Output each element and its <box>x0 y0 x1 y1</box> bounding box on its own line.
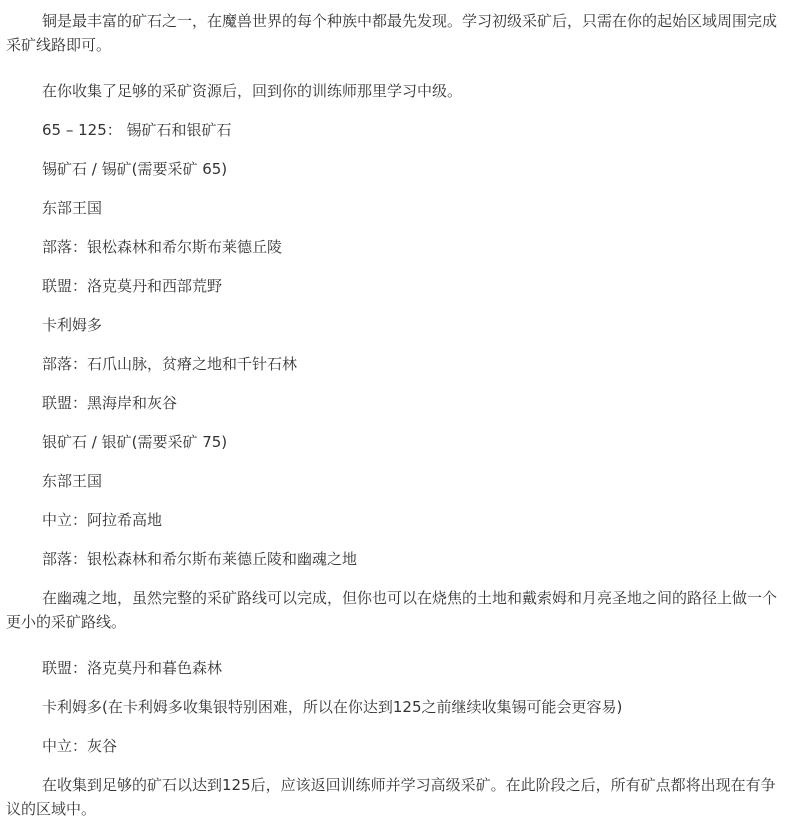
region-kalimdor: 卡利姆多 <box>42 316 103 334</box>
list-item-alliance-tin-ek: 联盟：洛克莫丹和西部荒野 <box>42 277 223 295</box>
subheading-tin-ore: 锡矿石 / 锡矿(需要采矿 65) <box>42 160 228 178</box>
section-heading-65-125: 65 – 125： 锡矿石和银矿石 <box>42 121 232 139</box>
list-item-horde-tin-kalimdor: 部落：石爪山脉，贫瘠之地和千针石林 <box>42 355 298 373</box>
paragraph-advanced-mining: 在收集到足够的矿石以达到125后，应该返回训练师并学习高级采矿。在此阶段之后，所有矿点都将出现在有争议的区域中。 <box>6 776 776 818</box>
list-item-neutral-silver-ek: 中立：阿拉希高地 <box>42 511 163 529</box>
list-item-horde-tin-ek: 部落：银松森林和希尔斯布莱德丘陵 <box>42 238 283 256</box>
paragraph-copper-intro: 铜是最丰富的矿石之一，在魔兽世界的每个种族中都最先发现。学习初级采矿后，只需在你的起始区域周围完成采矿线路即可。 <box>6 12 778 54</box>
list-item-alliance-silver-ek: 联盟：洛克莫丹和暮色森林 <box>42 659 223 677</box>
paragraph-return-trainer: 在你收集了足够的采矿资源后，回到你的训练师那里学习中级。 <box>42 82 463 100</box>
region-eastern-kingdoms: 东部王国 <box>42 199 103 217</box>
list-item-neutral-silver-kalimdor: 中立：灰谷 <box>42 737 118 755</box>
subheading-silver-ore: 银矿石 / 银矿(需要采矿 75) <box>42 433 228 451</box>
list-item-alliance-tin-kalimdor: 联盟：黑海岸和灰谷 <box>42 394 178 412</box>
paragraph-ghostlands-note: 在幽魂之地，虽然完整的采矿路线可以完成，但你也可以在烧焦的土地和戴索姆和月亮圣地之间的路径上做一个更小的采矿路线。 <box>6 589 778 631</box>
list-item-horde-silver-ek: 部落：银松森林和希尔斯布莱德丘陵和幽魂之地 <box>42 550 358 568</box>
region-eastern-kingdoms-silver: 东部王国 <box>42 472 103 490</box>
region-kalimdor-silver-note: 卡利姆多(在卡利姆多收集银特别困难，所以在你达到125之前继续收集锡可能会更容易) <box>42 698 623 716</box>
